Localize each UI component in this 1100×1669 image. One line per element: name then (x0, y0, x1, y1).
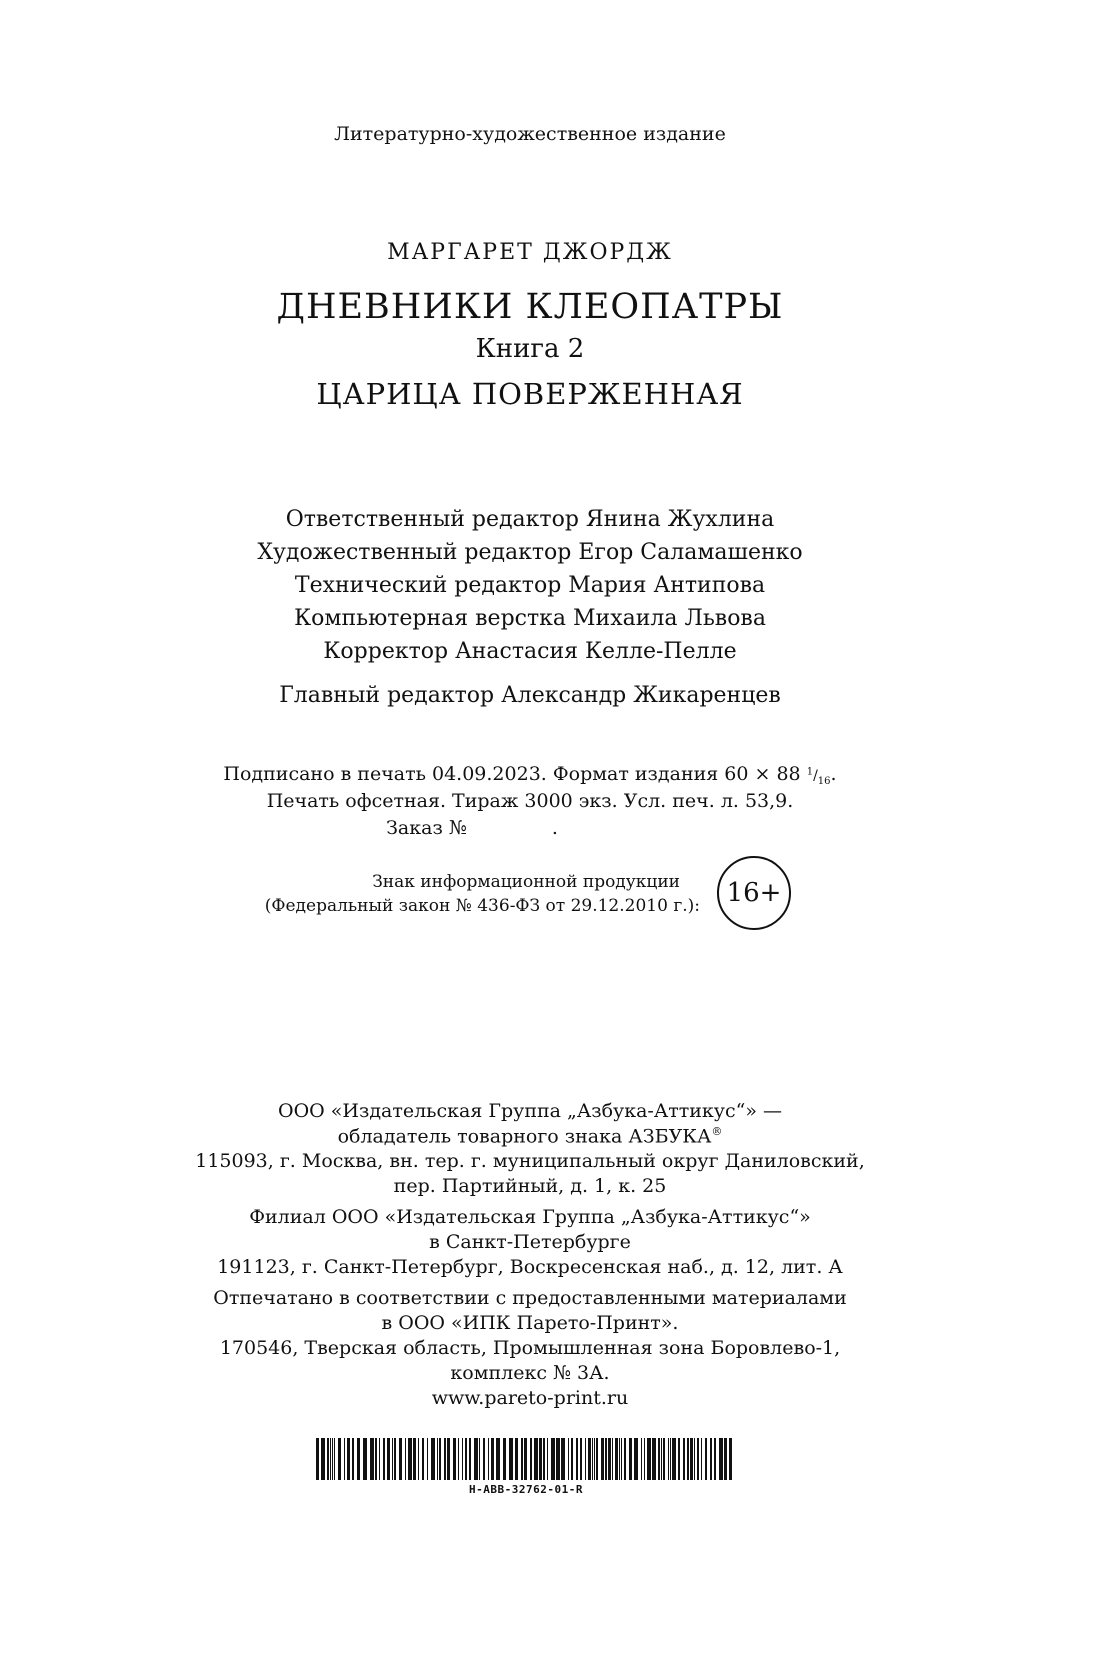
order-number (0, 817, 1002, 839)
barcode-bar (405, 1438, 406, 1480)
barcode-bar (394, 1438, 396, 1480)
format-numerator: 1 (806, 766, 814, 778)
barcode-bar (624, 1438, 626, 1480)
print-info-line2: Печать офсетная. Тираж 3000 экз. Усл. печ. л. 53,9. (266, 790, 794, 812)
barcode-bar (615, 1438, 618, 1480)
barcode-bar (670, 1438, 671, 1480)
age-rating-label: Знак информационной продукции (372, 872, 680, 892)
barcode-bar (605, 1438, 607, 1480)
barcode-bar (422, 1438, 424, 1480)
barcode-bar (596, 1438, 598, 1480)
barcode-bar (672, 1438, 676, 1480)
barcode-bar (694, 1438, 695, 1480)
barcode-bar (690, 1438, 693, 1480)
barcode-code: H-ABB-32762-01-R (469, 1483, 583, 1496)
barcode-bar (488, 1438, 489, 1480)
barcode-bar (678, 1438, 680, 1480)
barcode-bar (547, 1438, 548, 1480)
barcode-bar (619, 1438, 620, 1480)
barcode-bar (474, 1438, 478, 1480)
staff-line: Корректор Анастасия Келле-Пелле (323, 639, 737, 664)
barcode-bar (370, 1438, 374, 1480)
barcode-bar (316, 1438, 319, 1480)
barcode-bar (601, 1438, 604, 1480)
barcode-bar (408, 1438, 412, 1480)
barcode-bar (330, 1438, 331, 1480)
barcode-bar (479, 1438, 480, 1480)
registered-mark: ® (711, 1125, 723, 1138)
barcode-bar (551, 1438, 555, 1480)
barcode-bar (431, 1438, 435, 1480)
branch-line: в Санкт-Петербурге (429, 1231, 631, 1253)
barcode-bar (524, 1438, 527, 1480)
order-label: Заказ № (386, 817, 467, 839)
staff-line: Ответственный редактор Янина Жухлина (285, 507, 775, 532)
barcode-bar (561, 1438, 565, 1480)
print-info-end: . (830, 763, 837, 785)
barcode-bar (621, 1438, 622, 1480)
publisher-trademark-text: обладатель товарного знака АЗБУКА (337, 1125, 712, 1148)
age-rating-law: (Федеральный закон № 436-ФЗ от 29.12.2010 г.): (264, 896, 700, 916)
barcode-bar (509, 1438, 513, 1480)
barcode-bar (332, 1438, 333, 1480)
barcode-bar (465, 1438, 467, 1480)
barcode-bar (683, 1438, 685, 1480)
barcode-bar (724, 1438, 727, 1480)
barcode-bar (661, 1438, 662, 1480)
barcode-bar (543, 1438, 545, 1480)
barcode-bar (663, 1438, 665, 1480)
age-rating-value: 16+ (726, 878, 782, 908)
staff-line: Художественный редактор Егор Саламашенко (257, 540, 803, 565)
barcode-bar (515, 1438, 518, 1480)
barcode-bar (719, 1438, 723, 1480)
format-denominator: 16 (817, 775, 831, 787)
barcode-bar (469, 1438, 471, 1480)
age-rating-badge (717, 856, 791, 930)
publisher-line: 115093, г. Москва, вн. тер. г. муниципальный округ Даниловский, (195, 1150, 865, 1172)
barcode-bar (629, 1438, 632, 1480)
barcode-bar (458, 1438, 459, 1480)
barcode-bar (729, 1438, 732, 1480)
barcode-bar (383, 1438, 385, 1480)
barcode-bar (462, 1438, 463, 1480)
barcode-bar (608, 1438, 611, 1480)
barcode-bar (439, 1438, 441, 1480)
barcode-bar (453, 1438, 456, 1480)
barcode-bar (697, 1438, 699, 1480)
barcode-bar (612, 1438, 613, 1480)
barcode-bar (321, 1438, 325, 1480)
barcode-bar (379, 1438, 380, 1480)
barcode-bar (644, 1438, 645, 1480)
barcode-bar (327, 1438, 329, 1480)
edition-type: Литературно-художественное издание (334, 123, 726, 145)
barcode-bar (392, 1438, 393, 1480)
format-slash: / (813, 768, 818, 784)
barcode-bar (357, 1438, 360, 1480)
barcode-bar (652, 1438, 656, 1480)
format-fraction (806, 766, 831, 787)
barcode-bar (413, 1438, 416, 1480)
barcode-bar (634, 1438, 638, 1480)
barcode-bars (314, 1438, 740, 1480)
barcode-bar (483, 1438, 485, 1480)
barcode-bar (496, 1438, 500, 1480)
barcode-bar (556, 1438, 560, 1480)
chief-editor: Главный редактор Александр Жикаренцев (279, 683, 781, 708)
barcode-bar (399, 1438, 402, 1480)
barcode-bar (568, 1438, 569, 1480)
book-title: ДНЕВНИКИ КЛЕОПАТРЫ (276, 287, 784, 327)
barcode-bar (576, 1438, 578, 1480)
order-end: . (551, 817, 558, 839)
barcode-bar (375, 1438, 377, 1480)
barcode-bar (427, 1438, 428, 1480)
publisher-line (0, 1125, 1060, 1147)
barcode-bar (521, 1438, 523, 1480)
barcode-bar (530, 1438, 532, 1480)
branch-line: 191123, г. Санкт-Петербург, Воскресенская наб., д. 12, лит. А (217, 1256, 843, 1278)
barcode-bar (585, 1438, 586, 1480)
barcode-bar (668, 1438, 669, 1480)
printer-website: www.pareto-print.ru (431, 1387, 629, 1409)
barcode-bar (491, 1438, 494, 1480)
printer-line: 170546, Тверская область, Промышленная зона Боровлево-1, (219, 1337, 841, 1359)
barcode-bar (534, 1438, 538, 1480)
barcode-bar (503, 1438, 506, 1480)
barcode-bar (344, 1438, 345, 1480)
barcode-bar (363, 1438, 367, 1480)
barcode-bar (334, 1438, 335, 1480)
barcode-bar (592, 1438, 593, 1480)
barcode (314, 1438, 740, 1484)
print-info-line1 (0, 763, 1060, 787)
barcode-bar (705, 1438, 707, 1480)
barcode-bar (352, 1438, 354, 1480)
publisher-line: пер. Партийный, д. 1, к. 25 (393, 1175, 667, 1197)
printer-line: комплекс № 3А. (450, 1362, 610, 1384)
barcode-bar (641, 1438, 642, 1480)
barcode-bar (647, 1438, 651, 1480)
printer-line: в ООО «ИПК Парето-Принт». (381, 1312, 679, 1334)
author-name: МАРГАРЕТ ДЖОРДЖ (387, 240, 673, 265)
barcode-bar (444, 1438, 446, 1480)
barcode-bar (347, 1438, 350, 1480)
barcode-bar (710, 1438, 712, 1480)
barcode-bar (714, 1438, 716, 1480)
barcode-bar (701, 1438, 702, 1480)
barcode-bar (437, 1438, 438, 1480)
barcode-bar (580, 1438, 582, 1480)
barcode-bar (418, 1438, 419, 1480)
staff-line: Технический редактор Мария Антипова (294, 573, 766, 598)
barcode-bar (588, 1438, 591, 1480)
barcode-bar (387, 1438, 390, 1480)
print-info-text: Подписано в печать 04.09.2023. Формат издания 60 × 88 (223, 763, 801, 785)
barcode-bar (658, 1438, 660, 1480)
printer-line: Отпечатано в соответствии с предоставленными материалами (213, 1287, 847, 1309)
barcode-bar (539, 1438, 542, 1480)
barcode-bar (687, 1438, 689, 1480)
staff-line: Компьютерная верстка Михаила Львова (294, 606, 766, 631)
book-volume: Книга 2 (475, 334, 585, 364)
book-subtitle: ЦАРИЦА ПОВЕРЖЕННАЯ (316, 377, 744, 411)
barcode-bar (447, 1438, 450, 1480)
publisher-line: ООО «Издательская Группа „Азбука-Аттикус“» — (278, 1100, 782, 1122)
barcode-bar (571, 1438, 573, 1480)
branch-line: Филиал ООО «Издательская Группа „Азбука-Аттикус“» (249, 1206, 811, 1228)
barcode-bar (338, 1438, 341, 1480)
barcode-bar (594, 1438, 595, 1480)
